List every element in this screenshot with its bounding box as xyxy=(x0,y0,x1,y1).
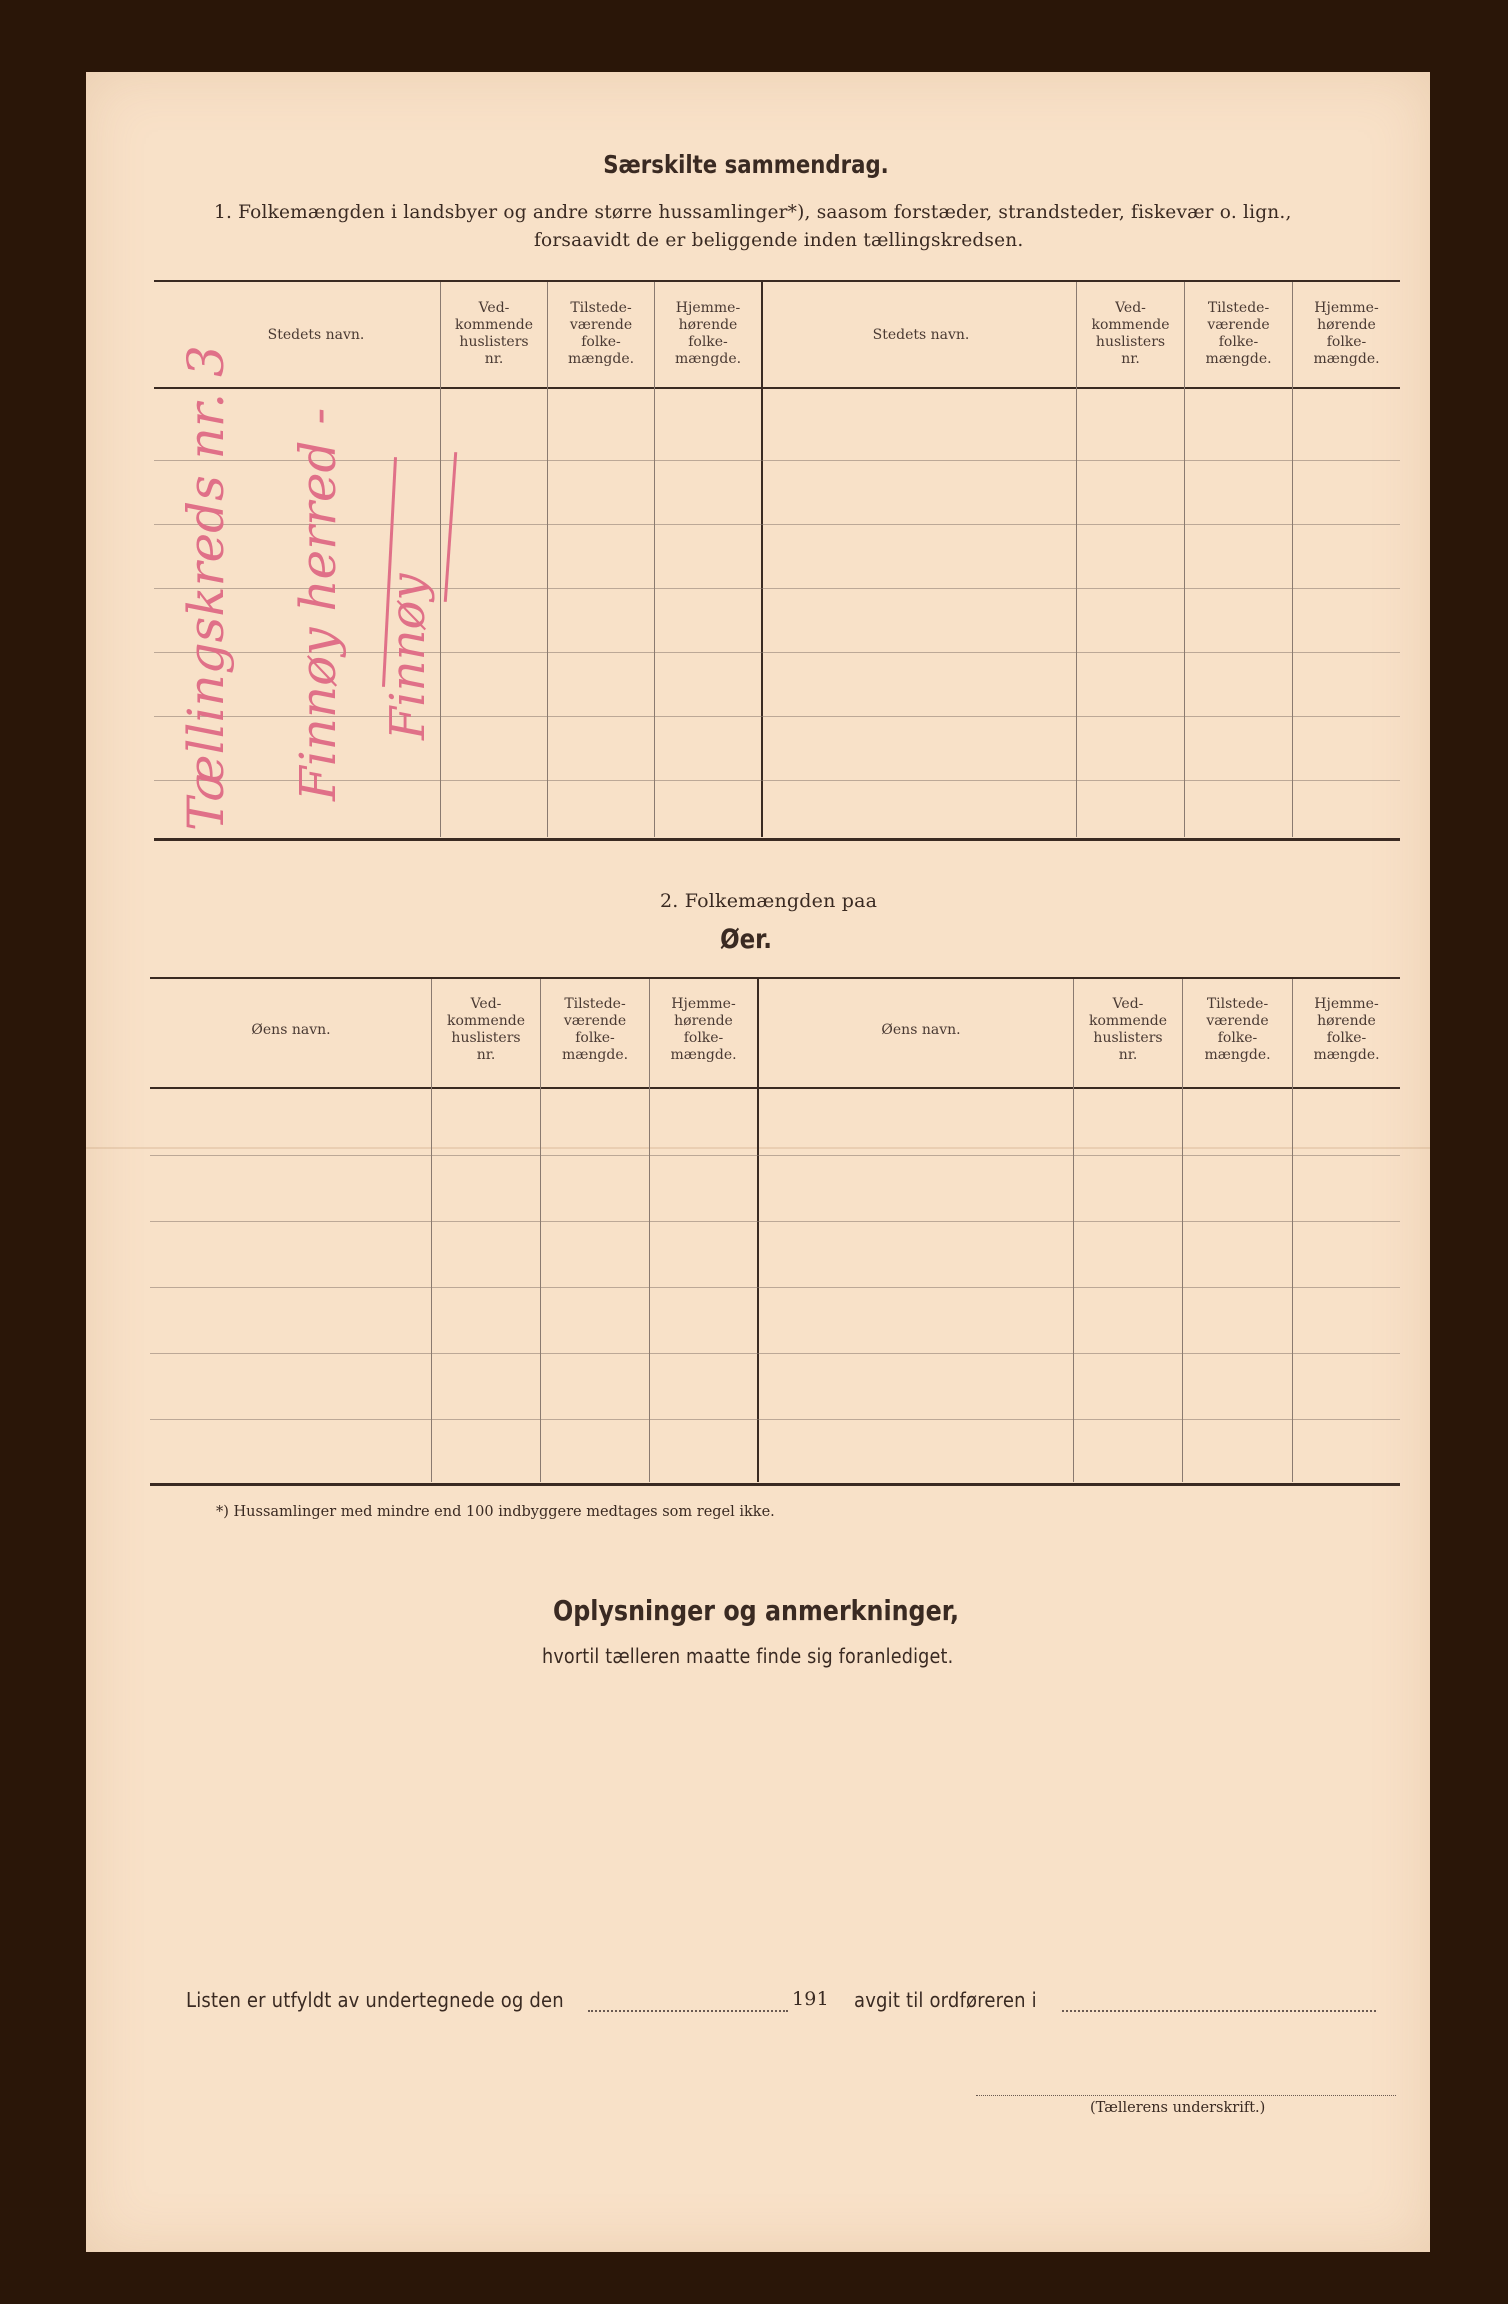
table1-header-place-right: Stedets navn. xyxy=(872,327,970,343)
signature-text2: avgit til ordføreren i xyxy=(854,1988,1037,2012)
handwritten-district: Tællingskreds nr. 3 xyxy=(177,345,235,831)
table2-header-resident-left: Hjemme- hørende folke- mængde. xyxy=(670,996,737,1063)
table2-header-listnr-left: Ved- kommende huslisters nr. xyxy=(446,996,525,1063)
table2-header-listnr-right: Ved- kommende huslisters nr. xyxy=(1088,996,1167,1063)
table1-header-resident-right: Hjemme- hørende folke- mængde. xyxy=(1313,300,1380,367)
table1-header-listnr-right: Ved- kommende huslisters nr. xyxy=(1091,300,1170,367)
table2-header-rule xyxy=(150,1087,1400,1089)
document-page xyxy=(86,72,1430,2252)
section2-heading: Øer. xyxy=(720,924,772,955)
table2-row-line xyxy=(150,1353,1400,1354)
table2-top-rule xyxy=(150,977,1400,979)
table1-header-rule xyxy=(154,387,1400,389)
remarks-heading: Oplysninger og anmerkninger, xyxy=(552,1594,960,1627)
section2-number-label: 2. Folkemængden paa xyxy=(660,890,878,912)
table2-header-place-left: Øens navn. xyxy=(251,1022,331,1038)
footnote: *) Hussamlinger med mindre end 100 indbyggere medtages som regel ikke. xyxy=(216,1504,775,1520)
table1-header-present-right: Tilstede- værende folke- mængde. xyxy=(1205,300,1272,367)
table1-top-rule xyxy=(154,280,1400,282)
table2-row-line xyxy=(150,1155,1400,1156)
table2-header-resident-right: Hjemme- hørende folke- mængde. xyxy=(1313,996,1380,1063)
enumerator-signature-field[interactable] xyxy=(976,2095,1396,2096)
handwritten-underline xyxy=(444,452,457,602)
remarks-subheading: hvortil tælleren maatte finde sig foranlediget. xyxy=(542,1644,954,1668)
table1-bottom-rule xyxy=(154,838,1400,841)
section1-intro-line2: forsaavidt de er beliggende inden tællingskredsen. xyxy=(534,230,1024,251)
section1-intro-line1: 1. Folkemængden i landsbyer og andre større hussamlinger*), saasom forstæder, strandsteder, fiskevær o. lign., xyxy=(214,202,1292,223)
table2-row-line xyxy=(150,1287,1400,1288)
table2-header-present-right: Tilstede- værende folke- mængde. xyxy=(1204,996,1271,1063)
table2-row-line xyxy=(150,1221,1400,1222)
table1-header-present-left: Tilstede- værende folke- mængde. xyxy=(567,300,635,367)
handwritten-place: Finnøy xyxy=(380,573,436,740)
table1-header-resident-left: Hjemme- hørende folke- mængde. xyxy=(674,300,742,367)
signature-label: (Tællerens underskrift.) xyxy=(1090,2100,1266,2116)
signature-text1: Listen er utfyldt av undertegnede og den xyxy=(186,1988,564,2012)
table1-center-divider xyxy=(761,282,763,837)
table2-center-divider xyxy=(757,979,759,1482)
table2-row-line xyxy=(150,1419,1400,1420)
table2-header-place-right: Øens navn. xyxy=(881,1022,961,1038)
section1-heading: Særskilte sammendrag. xyxy=(603,150,889,179)
table2-header-present-left: Tilstede- værende folke- mængde. xyxy=(561,996,629,1063)
table1-header-place-left: Stedets navn. xyxy=(267,327,365,343)
date-field[interactable] xyxy=(588,2010,788,2012)
table2-bottom-rule xyxy=(150,1483,1400,1486)
handwritten-herred: Finnøy herred - xyxy=(289,407,347,801)
signature-year: 191 xyxy=(792,1988,829,2010)
municipality-field[interactable] xyxy=(1062,2010,1376,2012)
table1-header-listnr-left: Ved- kommende huslisters nr. xyxy=(454,300,533,367)
